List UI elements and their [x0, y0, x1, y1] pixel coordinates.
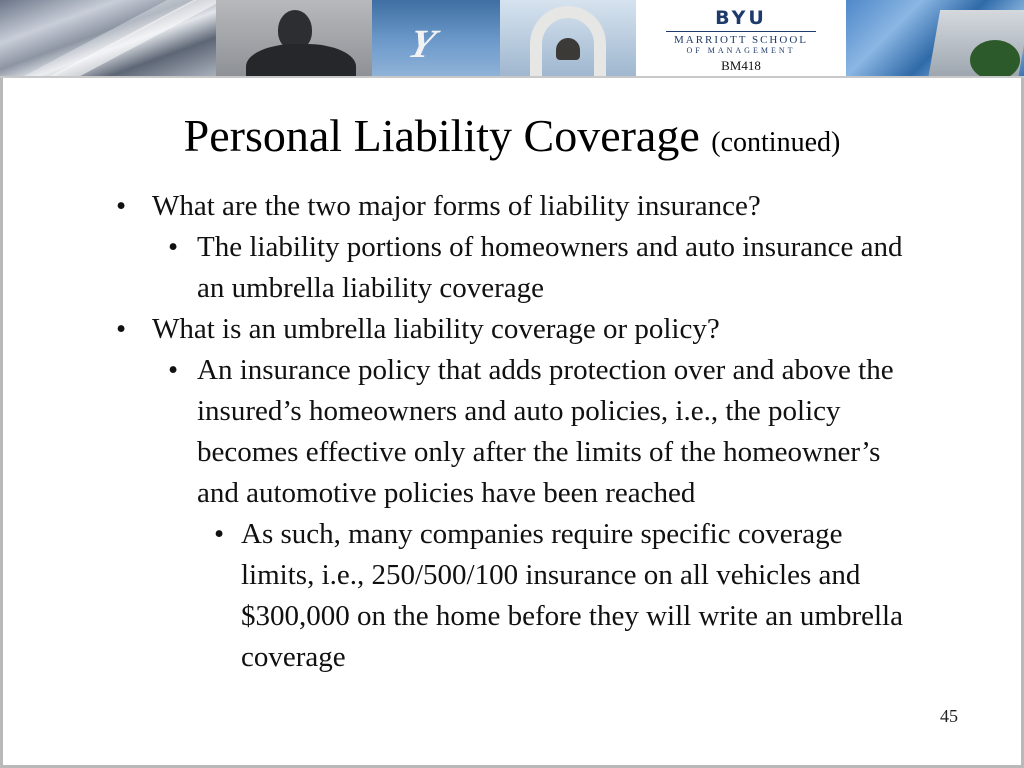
bullet-marker: • [116, 313, 127, 345]
logo-school-text: MARRIOTT SCHOOL [673, 34, 808, 46]
bullet-marker: • [168, 354, 179, 386]
bullet-text: What are the two major forms of liability insurance? [152, 190, 761, 222]
bullet-item [108, 309, 908, 350]
banner-photo-building [846, 0, 1024, 76]
banner-photo-y-mountain [372, 0, 500, 76]
bullet-item [108, 350, 908, 514]
bullet-text: The liability portions of homeowners and auto insurance and an umbrella liability coverage [197, 231, 903, 304]
bullet-item [108, 514, 908, 678]
bullet-marker: • [214, 518, 225, 550]
course-code: BM418 [721, 58, 761, 73]
bullet-text: As such, many companies require specific coverage limits, i.e., 250/500/100 insurance on all vehicles and $300,000 on the home before they will write an umbrella coverage [241, 518, 903, 673]
bullet-marker: • [116, 190, 127, 222]
logo-dept-text: OF MANAGEMENT [686, 46, 796, 55]
bullet-text: An insurance policy that adds protection over and above the insured’s homeowners and auto policies, i.e., the policy becomes effective only after the limits of the homeowner’s and automotive policies have been reached [197, 354, 894, 509]
header-banner [0, 0, 1024, 78]
logo-byu-text: BYU [715, 7, 767, 29]
slide-title-main: Personal Liability Coverage [183, 110, 700, 161]
slide-title [0, 106, 1024, 173]
bullet-text: What is an umbrella liability coverage or policy? [152, 313, 720, 345]
bell-icon [556, 38, 580, 60]
page-number: 45 [940, 706, 958, 726]
bullet-marker: • [168, 231, 179, 263]
byu-marriott-logo [636, 0, 846, 76]
banner-photo-architecture [0, 0, 216, 76]
slide-title-suffix: (continued) [711, 127, 841, 158]
banner-photo-bell-tower [500, 0, 636, 76]
bullet-item [108, 227, 908, 309]
bullet-list [108, 186, 908, 678]
y-mark-icon: Y [403, 21, 441, 66]
banner-photo-statue [216, 0, 372, 76]
bullet-item [108, 186, 908, 227]
